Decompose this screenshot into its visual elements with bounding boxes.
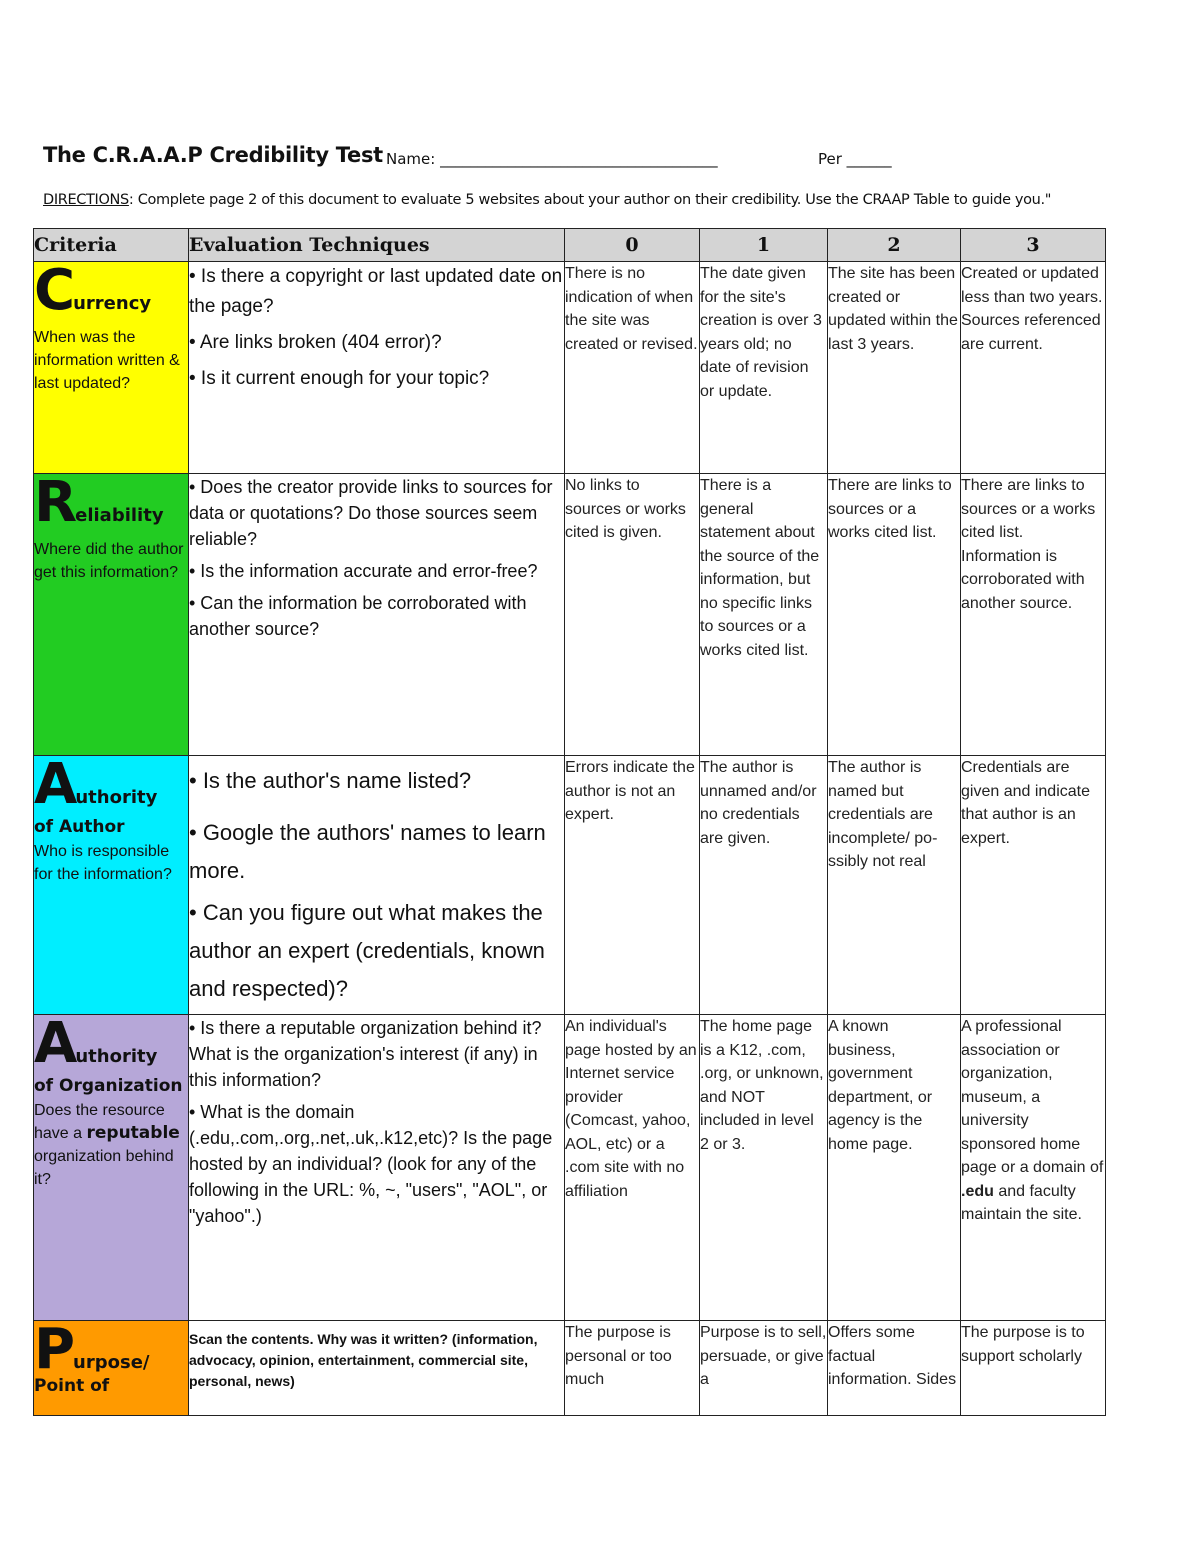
criteria-authority-author: [34, 752, 189, 1015]
score-cell: The author is unnamed and/or no credentials are given.: [700, 756, 828, 1015]
header-score-3: 3: [961, 229, 1106, 262]
header-row: [34, 229, 1106, 262]
technique-item: • Does the creator provide links to sources for data or quotations? Do those sources seem reliable?: [189, 477, 553, 549]
score-cell: There is no indication of when the site was created or revised.: [565, 262, 700, 474]
authority-org-desc-post: organization behind it?: [34, 1148, 174, 1188]
score-text-tail: and faculty maintain the site.: [961, 1182, 1082, 1223]
currency-description: When was the information written & last updated?: [34, 329, 180, 392]
score-bold-domain: .edu: [961, 1182, 994, 1200]
score-cell: The home page is a K12, .com, .org, or unknown, and NOT included in level 2 or 3.: [700, 1015, 828, 1321]
technique-item: • Can you figure out what makes the author an expert (credentials, known and respected)?: [189, 900, 545, 1001]
score-cell: No links to sources or works cited is given.: [565, 474, 700, 756]
header-criteria: Criteria: [34, 229, 189, 262]
score-cell: The site has been created or updated within the last 3 years.: [828, 262, 961, 474]
score-cell: Offers some factual information. Sides: [828, 1321, 961, 1416]
technique-item: • Are links broken (404 error)?: [189, 332, 442, 353]
row-authority-organization: [34, 1015, 1106, 1321]
row-reliability: [34, 474, 1106, 756]
reliability-letter: R: [34, 470, 76, 535]
technique-item: • Is there a copyright or last updated date on the page?: [189, 266, 563, 317]
authority-org-word: uthority: [75, 1046, 158, 1067]
row-authority-author: [34, 756, 1106, 1015]
purpose-subtitle: Point of: [34, 1376, 110, 1396]
techniques-purpose: Scan the contents. Why was it written? (information, advocacy, opinion, entertainment, commercial site, personal, news): [189, 1321, 565, 1416]
reliability-description: Where did the author get this information?: [34, 541, 184, 581]
purpose-word: urpose/: [73, 1352, 150, 1373]
score-cell-3: [961, 1015, 1106, 1321]
craap-table: [33, 228, 1106, 1416]
score-cell: The author is named but credentials are incomplete/ po-ssibly not real: [828, 756, 961, 1015]
techniques-reliability: [189, 474, 565, 756]
score-text: A professional association or organization, museum, a university sponsored home page or a domain of: [961, 1018, 1104, 1176]
score-cell: There are links to sources or a works cited list.: [828, 474, 961, 756]
header-techniques: Evaluation Techniques: [189, 229, 565, 262]
reliability-word: eliability: [75, 505, 164, 526]
score-cell: An individual's page hosted by an Internet service provider (Comcast, yahoo, AOL, etc) or a .com site with no affiliation: [565, 1015, 700, 1321]
score-cell: The purpose is to support scholarly: [961, 1321, 1106, 1416]
technique-item: • Google the authors' names to learn more.: [189, 820, 546, 883]
row-purpose: [34, 1321, 1106, 1416]
authority-org-letter: A: [34, 1011, 76, 1076]
score-cell: Purpose is to sell, persuade, or give a: [700, 1321, 828, 1416]
title-line: [43, 143, 1143, 177]
technique-item: • What is the domain (.edu,.com,.org,.net,.uk,.k12,etc)? Is the page hosted by an individual? (look for any of the following in the URL: %, ~, "users", "AOL", or "yahoo".): [189, 1102, 553, 1226]
technique-item: • Is the author's name listed?: [189, 768, 472, 793]
score-cell: A known business, government department, or agency is the home page.: [828, 1015, 961, 1321]
authority-org-desc-pre: Does the resource have a: [34, 1102, 165, 1142]
technique-item: • Is the information accurate and error-free?: [189, 561, 538, 581]
score-cell: Created or updated less than two years. Sources referenced are current.: [961, 262, 1106, 474]
score-cell: There are links to sources or a works cited list. Information is corroborated with another source.: [961, 474, 1106, 756]
techniques-authority-author: [189, 756, 565, 1015]
currency-letter: C: [34, 258, 74, 323]
document-title: The C.R.A.A.P Credibility Test: [43, 143, 383, 167]
authority-author-description: Who is responsible for the information?: [34, 843, 172, 883]
row-currency: [34, 262, 1106, 474]
purpose-letter: P: [34, 1317, 74, 1382]
technique-item: • Is it current enough for your topic?: [189, 368, 490, 389]
authority-org-desc-bold: reputable: [86, 1123, 180, 1143]
techniques-currency: [189, 262, 565, 474]
authority-author-word: uthority: [75, 787, 158, 808]
period-field-label: Per ______: [818, 150, 892, 168]
directions: [43, 192, 1123, 208]
technique-item: • Can the information be corroborated with another source?: [189, 593, 527, 639]
score-cell: The purpose is personal or too much: [565, 1321, 700, 1416]
authority-org-description: [34, 1099, 188, 1191]
authority-author-subtitle: of Author: [34, 817, 125, 837]
criteria-purpose: [34, 1317, 189, 1416]
header-score-2: 2: [828, 229, 961, 262]
criteria-authority-organization: [34, 1011, 189, 1321]
score-cell: The date given for the site's creation is over 3 years old; no date of revision or update.: [700, 262, 828, 474]
directions-text: : Complete page 2 of this document to evaluate 5 websites about your author on their credibility. Use the CRAAP Table to guide you.": [128, 192, 1052, 208]
techniques-authority-organization: [189, 1015, 565, 1321]
technique-item: • Is there a reputable organization behind it? What is the organization's interest (if any) in this information?: [189, 1018, 542, 1090]
header-score-1: 1: [700, 229, 828, 262]
criteria-reliability: [34, 470, 189, 756]
name-field-label: Name: _____________________________________: [386, 150, 718, 168]
score-cell: Credentials are given and indicate that author is an expert.: [961, 756, 1106, 1015]
authority-author-letter: A: [34, 752, 76, 817]
header-score-0: 0: [565, 229, 700, 262]
currency-word: urrency: [73, 293, 152, 314]
score-cell: Errors indicate the author is not an expert.: [565, 756, 700, 1015]
criteria-currency: [34, 258, 189, 474]
directions-label: DIRECTIONS: [43, 192, 129, 208]
score-cell: There is a general statement about the source of the information, but no specific links to sources or a works cited list.: [700, 474, 828, 756]
authority-org-subtitle: of Organization: [34, 1076, 183, 1096]
